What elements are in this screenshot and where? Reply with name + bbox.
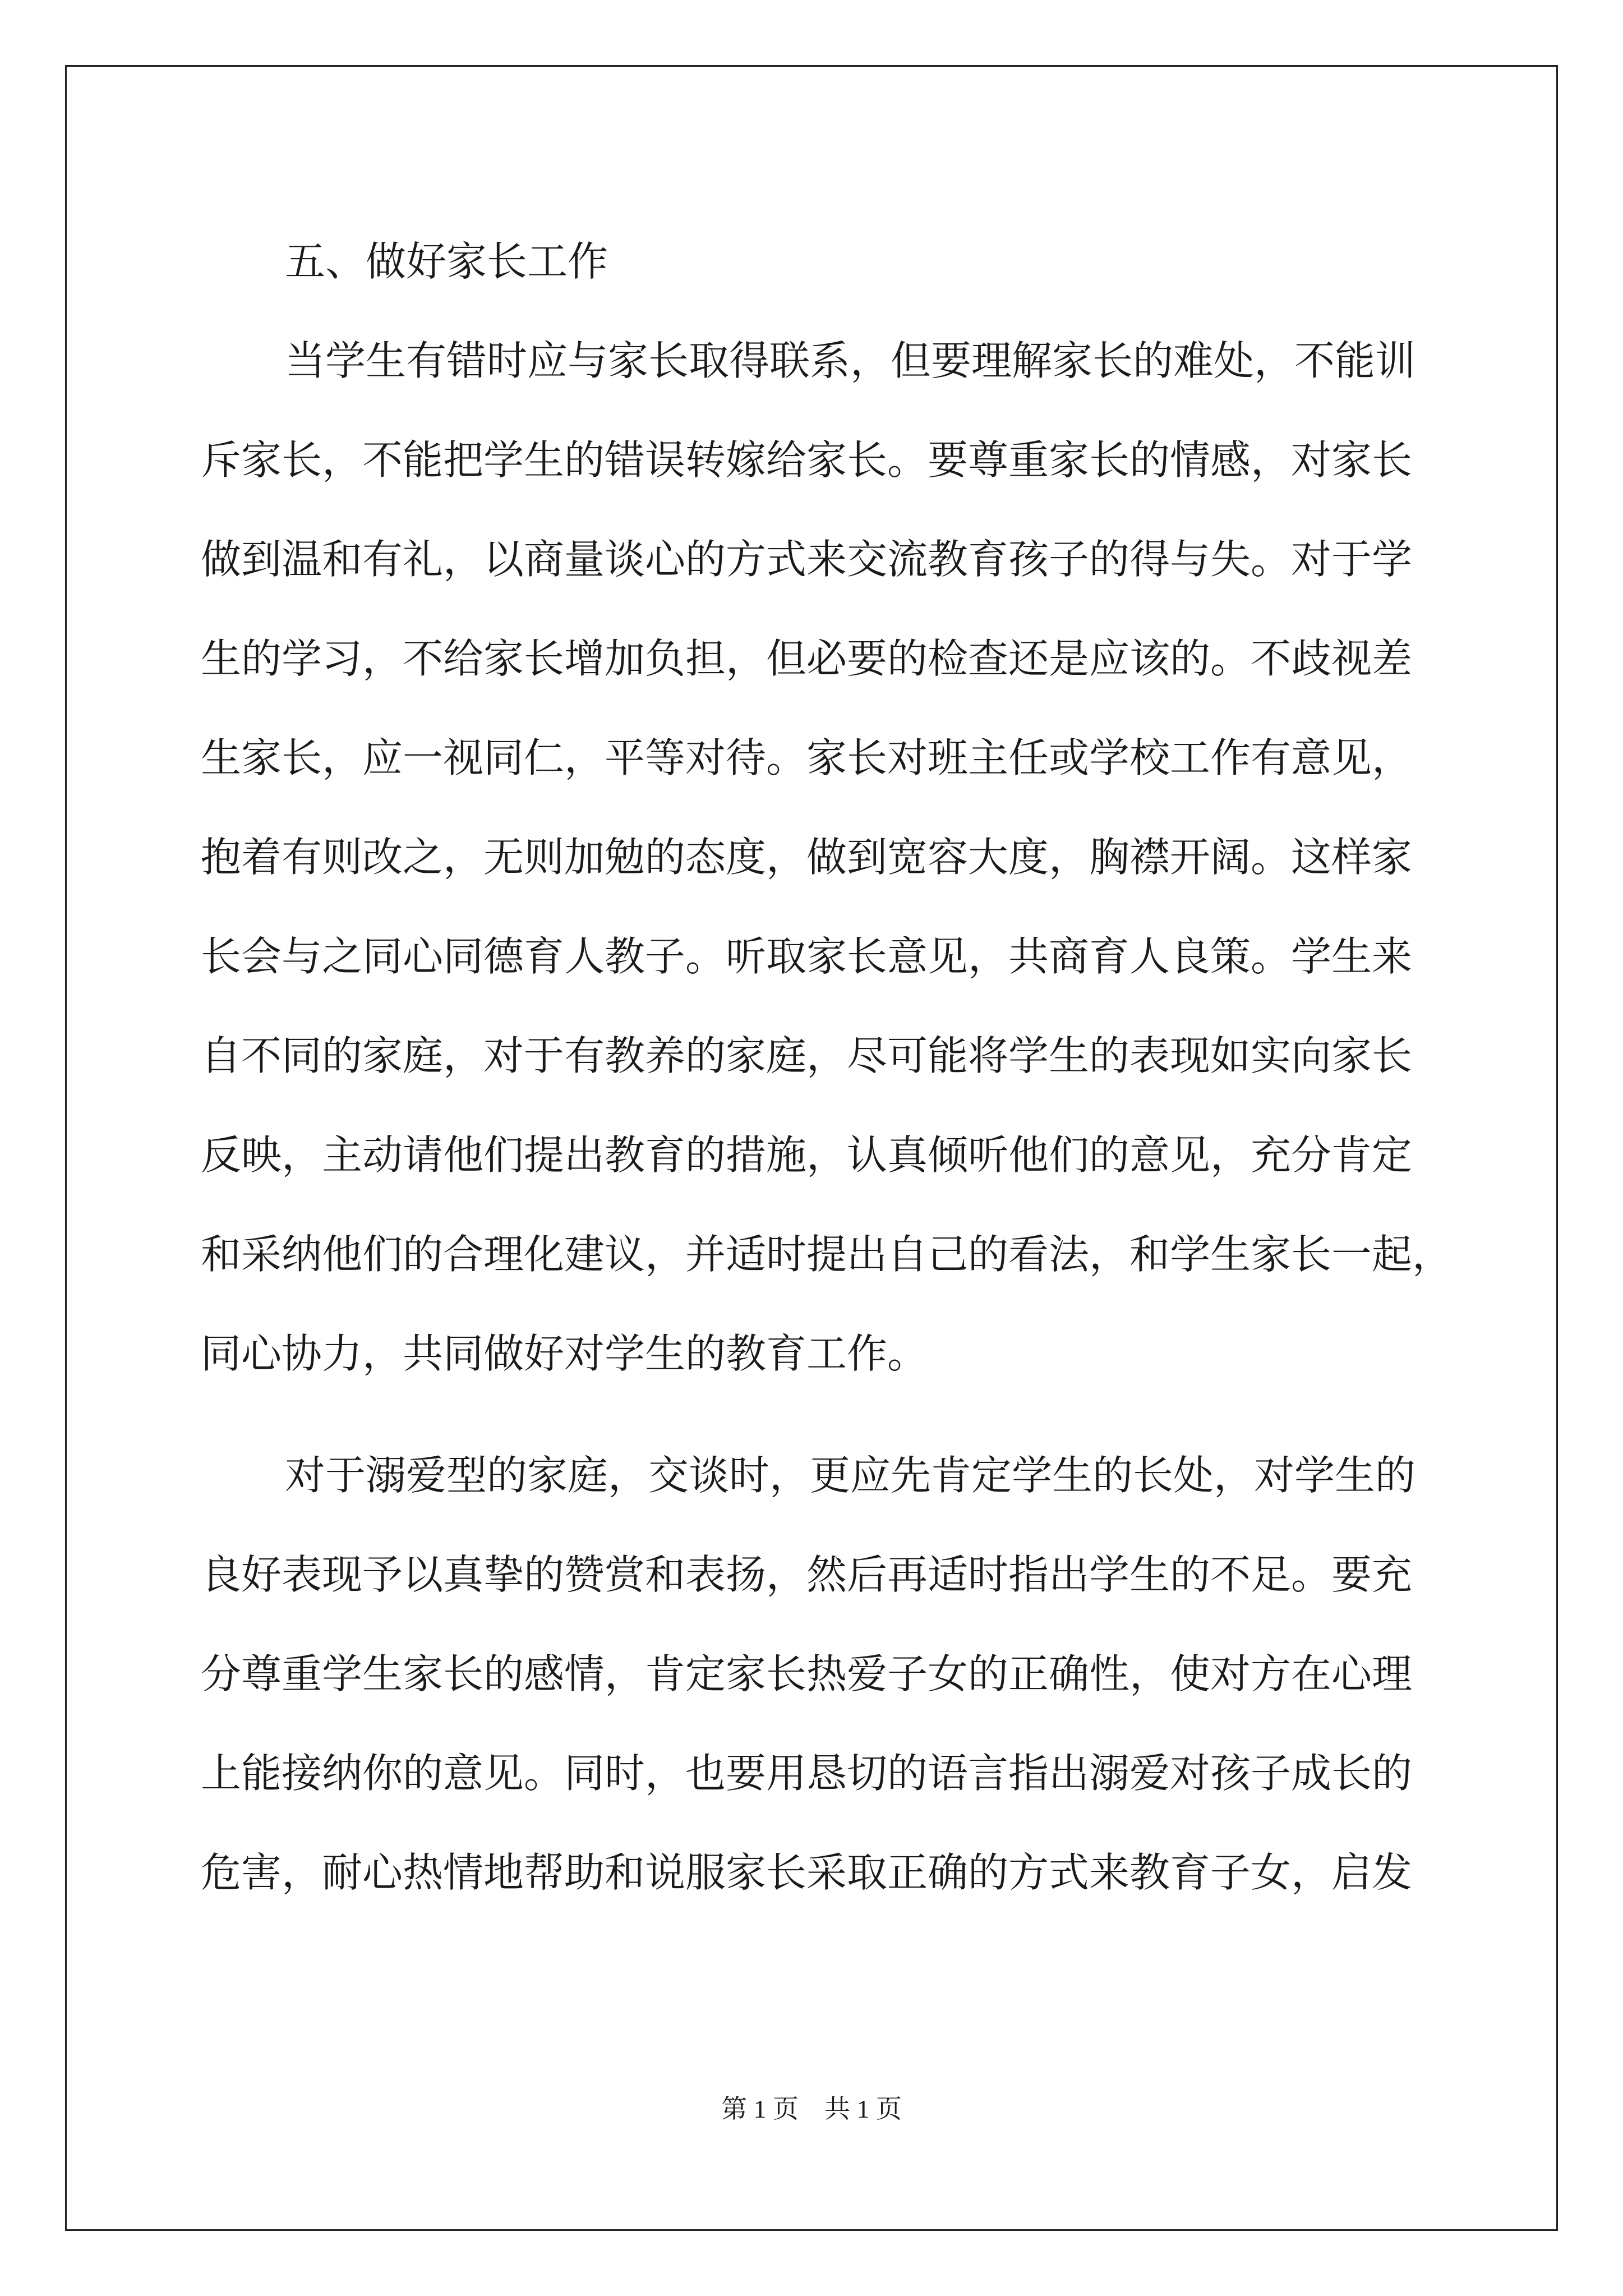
paragraph-1-line: 抱着有则改之，无则加勉的态度，做到宽容大度，胸襟开阔。这样家 — [201, 834, 1413, 881]
paragraph-1-line: 斥家长，不能把学生的错误转嫁给家长。要尊重家长的情感，对家长 — [201, 436, 1413, 484]
paragraph-spacing — [201, 1404, 1435, 1426]
paragraph-1-line: 生家长，应一视同仁，平等对待。家长对班主任或学校工作有意见， — [201, 734, 1413, 781]
paragraph-1-line: 做到温和有礼，以商量谈心的方式来交流教育孩子的得与失。对于学 — [201, 536, 1413, 583]
paragraph-1-line: 同心协力，共同做好对学生的教育工作。 — [201, 1330, 928, 1377]
page-footer: 第 1 页 共 1 页 — [721, 2095, 902, 2123]
paragraph-2-line: 上能接纳你的意见。同时，也要用恳切的语言指出溺爱对孩子成长的 — [201, 1750, 1413, 1797]
paragraph-2-line: 良好表现予以真挚的赞赏和表扬，然后再适时指出学生的不足。要充 — [201, 1551, 1413, 1598]
paragraph-2-line: 对于溺爱型的家庭，交谈时，更应先肯定学生的长处，对学生的 — [285, 1452, 1416, 1499]
paragraph-2-line: 危害，耐心热情地帮助和说服家长采取正确的方式来教育子女，启发 — [201, 1849, 1413, 1896]
document-body — [201, 212, 1453, 1922]
paragraph-1-line: 当学生有错时应与家长取得联系，但要理解家长的难处，不能训 — [285, 337, 1416, 384]
paragraph-1-line: 反映，主动请他们提出教育的措施，认真倾听他们的意见，充分肯定 — [201, 1131, 1413, 1179]
paragraph-1-line: 自不同的家庭，对于有教养的家庭，尽可能将学生的表现如实向家长 — [201, 1032, 1413, 1079]
section-heading: 五、做好家长工作 — [285, 238, 608, 285]
paragraph-1-line: 生的学习，不给家长增加负担，但必要的检查还是应该的。不歧视差 — [201, 635, 1413, 682]
paragraph-1-line: 长会与之同心同德育人教子。听取家长意见，共商育人良策。学生来 — [201, 933, 1413, 980]
paragraph-1-line: 和采纳他们的合理化建议，并适时提出自己的看法，和学生家长一起， — [201, 1231, 1453, 1278]
paragraph-2-line: 分尊重学生家长的感情，肯定家长热爱子女的正确性，使对方在心理 — [201, 1650, 1413, 1697]
